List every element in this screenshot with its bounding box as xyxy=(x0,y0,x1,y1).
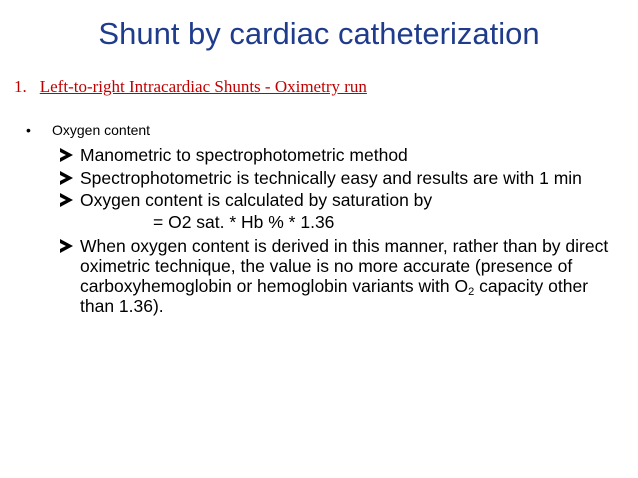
sub-bullet-item xyxy=(60,168,620,188)
bullet-dot-icon: • xyxy=(26,122,31,138)
sub-bullet-text: When oxygen content is derived in this manner, rather than by direct oximetric technique, the value is no more accurate (presence of carboxyhemoglobin or hemoglobin variants with O xyxy=(80,236,609,296)
arrow-right-icon xyxy=(60,171,73,185)
arrow-right-icon xyxy=(60,148,73,162)
main-bullet-item xyxy=(26,121,150,139)
section-number: 1. xyxy=(14,77,27,96)
sub-bullet-item xyxy=(60,236,620,316)
sub-bullet-text: Oxygen content is calculated by saturation by xyxy=(80,190,433,210)
section-heading xyxy=(14,76,367,98)
subscript-two: 2 xyxy=(468,286,475,298)
formula: = O2 sat. * Hb % * 1.36 xyxy=(153,212,335,232)
section-heading-text: Left-to-right Intracardiac Shunts - Oximetry run xyxy=(39,77,367,96)
arrow-right-icon xyxy=(60,239,73,253)
sub-bullet-item xyxy=(60,145,620,165)
sub-bullet-text: Spectrophotometric is technically easy and results are with 1 min xyxy=(80,168,582,188)
main-bullet-text: Oxygen content xyxy=(52,122,151,138)
arrow-right-icon xyxy=(60,193,73,207)
sub-bullet-list xyxy=(60,145,620,316)
sub-bullet-text: Manometric to spectrophotometric method xyxy=(80,145,408,165)
sub-bullet-text-after: capacity other than 1.36). xyxy=(80,276,589,316)
sub-bullet-item xyxy=(60,190,620,210)
slide-title: Shunt by cardiac catheterization xyxy=(98,16,540,51)
